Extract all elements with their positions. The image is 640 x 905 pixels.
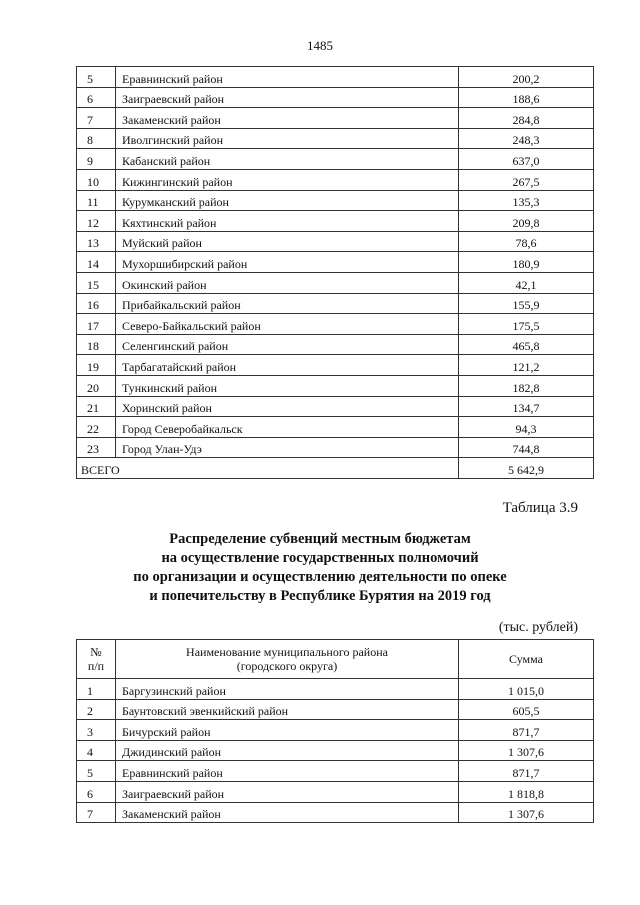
row-name: Северо-Байкальский район <box>116 314 459 335</box>
row-name: Прибайкальский район <box>116 293 459 314</box>
table-row <box>77 272 594 293</box>
table-row <box>77 334 594 355</box>
table-row <box>77 740 594 761</box>
row-value: 1 818,8 <box>459 781 594 802</box>
table-row <box>77 679 594 700</box>
table-row <box>77 252 594 273</box>
subsidies-table-continued <box>76 66 594 479</box>
total-row <box>77 458 594 479</box>
guardianship-subsidies-table <box>76 639 594 823</box>
table-row <box>77 761 594 782</box>
row-number: 20 <box>77 375 116 396</box>
total-value: 5 642,9 <box>459 458 594 479</box>
row-name: Курумканский район <box>116 190 459 211</box>
row-value: 175,5 <box>459 314 594 335</box>
title-line: Распределение субвенций местным бюджетам <box>169 531 471 547</box>
row-number: 3 <box>77 720 116 741</box>
table-row <box>77 190 594 211</box>
row-number: 12 <box>77 211 116 232</box>
row-value: 78,6 <box>459 231 594 252</box>
table-row <box>77 699 594 720</box>
row-name: Еравнинский район <box>116 761 459 782</box>
title-line: и попечительству в Республике Бурятия на 2019 год <box>149 588 491 604</box>
table-row <box>77 108 594 129</box>
row-name: Хоринский район <box>116 396 459 417</box>
row-number: 23 <box>77 437 116 458</box>
table-row <box>77 375 594 396</box>
row-name: Заиграевский район <box>116 781 459 802</box>
row-number: 21 <box>77 396 116 417</box>
header-name <box>116 640 459 679</box>
header-num-line1: № <box>90 645 102 659</box>
row-value: 200,2 <box>459 67 594 88</box>
row-number: 2 <box>77 699 116 720</box>
row-value: 637,0 <box>459 149 594 170</box>
table-title <box>0 530 640 606</box>
row-name: Закаменский район <box>116 108 459 129</box>
row-number: 14 <box>77 252 116 273</box>
row-name: Кабанский район <box>116 149 459 170</box>
row-value: 871,7 <box>459 761 594 782</box>
row-name: Кижингинский район <box>116 169 459 190</box>
table-row <box>77 293 594 314</box>
row-value: 465,8 <box>459 334 594 355</box>
row-value: 1 015,0 <box>459 679 594 700</box>
row-value: 267,5 <box>459 169 594 190</box>
header-num-line2: п/п <box>87 659 105 673</box>
row-value: 155,9 <box>459 293 594 314</box>
row-number: 7 <box>77 802 116 823</box>
row-number: 5 <box>77 761 116 782</box>
table-row <box>77 149 594 170</box>
row-value: 605,5 <box>459 699 594 720</box>
table-row <box>77 417 594 438</box>
table-row <box>77 781 594 802</box>
row-name: Селенгинский район <box>116 334 459 355</box>
title-line: по организации и осуществлению деятельности по опеке <box>133 569 507 585</box>
row-value: 1 307,6 <box>459 740 594 761</box>
row-number: 19 <box>77 355 116 376</box>
row-value: 135,3 <box>459 190 594 211</box>
row-number: 18 <box>77 334 116 355</box>
row-value: 744,8 <box>459 437 594 458</box>
row-number: 6 <box>77 781 116 802</box>
row-number: 9 <box>77 149 116 170</box>
total-label: ВСЕГО <box>77 458 459 479</box>
table-label: Таблица 3.9 <box>502 500 578 516</box>
row-number: 4 <box>77 740 116 761</box>
row-number: 13 <box>77 231 116 252</box>
table-row <box>77 231 594 252</box>
row-name: Баргузинский район <box>116 679 459 700</box>
table-row <box>77 211 594 232</box>
table-row <box>77 355 594 376</box>
row-number: 5 <box>77 67 116 88</box>
row-number: 10 <box>77 169 116 190</box>
row-name: Джидинский район <box>116 740 459 761</box>
row-value: 871,7 <box>459 720 594 741</box>
table-row <box>77 314 594 335</box>
row-name: Мухоршибирский район <box>116 252 459 273</box>
row-name: Город Улан-Удэ <box>116 437 459 458</box>
row-value: 248,3 <box>459 128 594 149</box>
title-line: на осуществление государственных полномочий <box>161 550 479 566</box>
header-num <box>77 640 116 679</box>
row-name: Еравнинский район <box>116 67 459 88</box>
table-row <box>77 437 594 458</box>
row-number: 7 <box>77 108 116 129</box>
row-name: Заиграевский район <box>116 87 459 108</box>
table-row <box>77 87 594 108</box>
row-value: 42,1 <box>459 272 594 293</box>
row-value: 1 307,6 <box>459 802 594 823</box>
table-row <box>77 67 594 88</box>
row-number: 6 <box>77 87 116 108</box>
row-name: Окинский район <box>116 272 459 293</box>
row-number: 17 <box>77 314 116 335</box>
header-sum: Сумма <box>459 640 594 679</box>
row-value: 94,3 <box>459 417 594 438</box>
page-number: 1485 <box>307 38 333 53</box>
row-number: 11 <box>77 190 116 211</box>
row-number: 15 <box>77 272 116 293</box>
row-value: 188,6 <box>459 87 594 108</box>
row-name: Тункинский район <box>116 375 459 396</box>
table-header-row <box>77 640 594 679</box>
table-row <box>77 720 594 741</box>
header-name-line2: (городского округа) <box>236 659 338 673</box>
table-row <box>77 802 594 823</box>
row-name: Закаменский район <box>116 802 459 823</box>
row-name: Город Северобайкальск <box>116 417 459 438</box>
units-label: (тыс. рублей) <box>498 620 578 635</box>
header-name-line1: Наименование муниципального района <box>186 645 388 659</box>
row-number: 22 <box>77 417 116 438</box>
row-value: 209,8 <box>459 211 594 232</box>
row-name: Баунтовский эвенкийский район <box>116 699 459 720</box>
table-row <box>77 396 594 417</box>
row-value: 182,8 <box>459 375 594 396</box>
table-row <box>77 169 594 190</box>
table-row <box>77 128 594 149</box>
row-number: 1 <box>77 679 116 700</box>
row-value: 180,9 <box>459 252 594 273</box>
row-value: 284,8 <box>459 108 594 129</box>
row-name: Иволгинский район <box>116 128 459 149</box>
row-name: Муйский район <box>116 231 459 252</box>
row-value: 121,2 <box>459 355 594 376</box>
row-number: 8 <box>77 128 116 149</box>
row-number: 16 <box>77 293 116 314</box>
row-name: Кяхтинский район <box>116 211 459 232</box>
row-value: 134,7 <box>459 396 594 417</box>
row-name: Тарбагатайский район <box>116 355 459 376</box>
row-name: Бичурский район <box>116 720 459 741</box>
